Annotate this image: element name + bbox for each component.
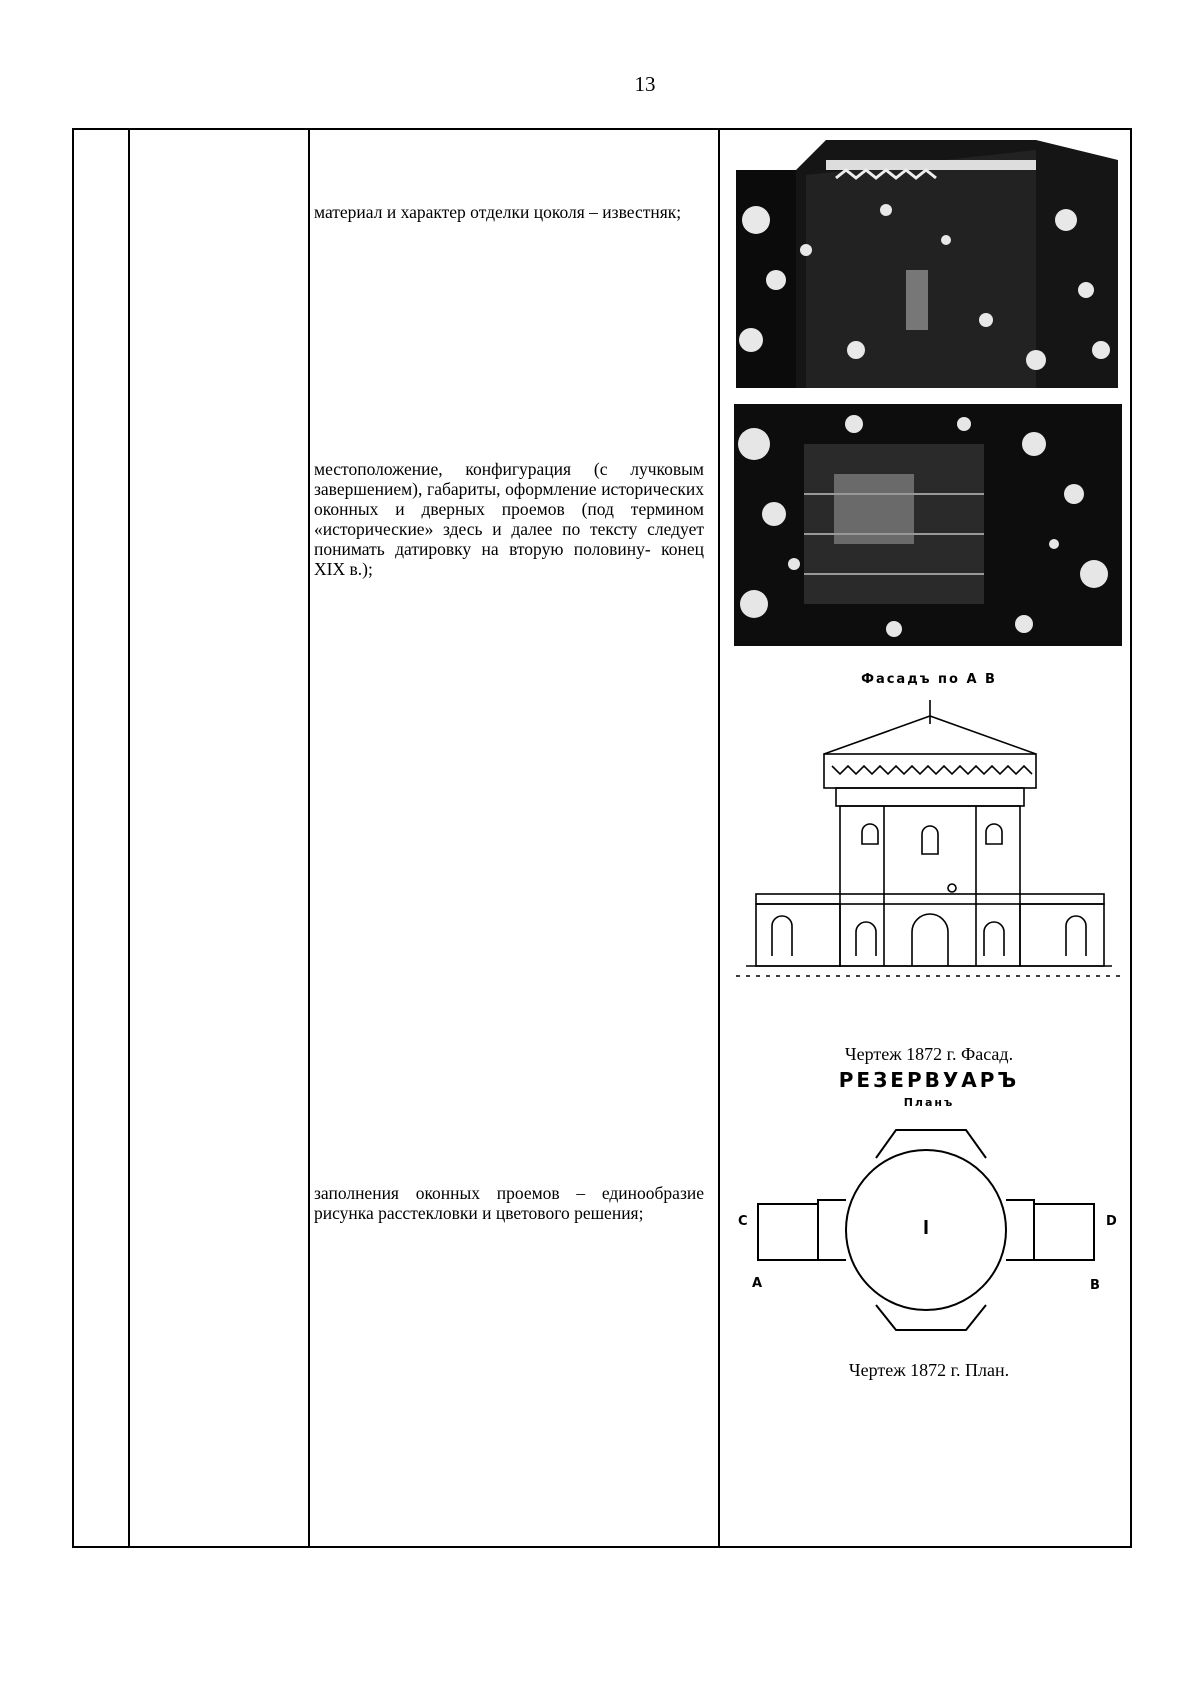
row-text-plinth: материал и характер отделки цоколя – известняк; — [314, 202, 682, 222]
column-divider-1 — [128, 130, 130, 1546]
page-number: 13 — [634, 72, 656, 96]
plan-label-d: D — [1106, 1214, 1117, 1229]
plan-label-a: A — [752, 1276, 763, 1291]
facade-caption: Чертеж 1872 г. Фасад. — [844, 1044, 1014, 1064]
row-text-window-fill: заполнения оконных проемов – единообразие рисунка расстекловки и цветового решения; — [314, 1183, 704, 1223]
row-text-openings: местоположение, конфигурация (с лучковым завершением), габариты, оформление исторических оконных и дверных проемов (под термином «исторические» здесь и далее по тексту следует понимать датировку на вторую половину- конец XIX в.); — [314, 459, 704, 579]
plan-drawing — [736, 1110, 1122, 1350]
column-divider-3 — [718, 130, 720, 1546]
facade-drawing — [736, 694, 1122, 1040]
building-photo-1 — [736, 130, 1118, 388]
plan-label-b: B — [1090, 1278, 1100, 1293]
plan-caption: Чертеж 1872 г. План. — [848, 1360, 1010, 1380]
facade-heading: Фасадъ по А В — [861, 672, 997, 687]
column-divider-2 — [308, 130, 310, 1546]
plan-label-c: C — [738, 1214, 748, 1229]
plan-subtitle: Планъ — [903, 1096, 955, 1109]
building-photo-2 — [734, 404, 1122, 646]
plan-title: РЕЗЕРВУАРЪ — [838, 1068, 1020, 1092]
